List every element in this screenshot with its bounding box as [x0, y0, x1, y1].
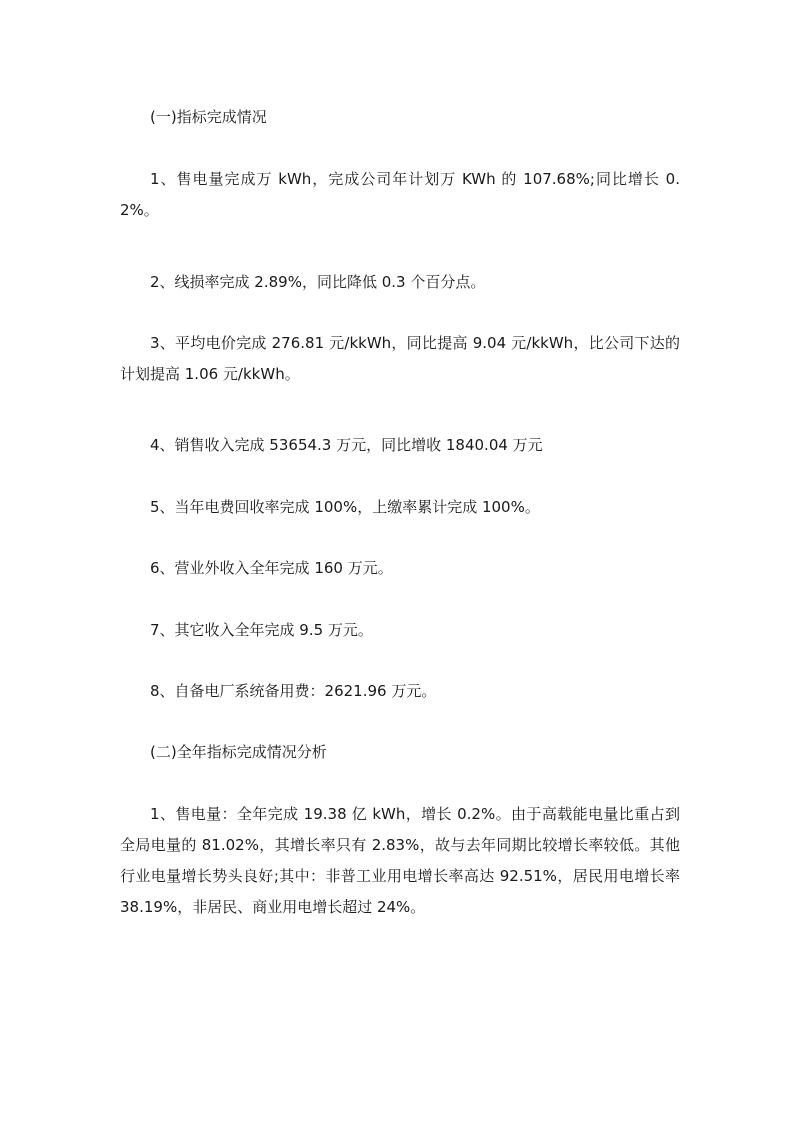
paragraph-non-operating-income: 6、营业外收入全年完成 160 万元。 — [150, 559, 393, 577]
paragraph-line-loss: 2、线损率完成 2.89%，同比降低 0.3 个百分点。 — [150, 273, 486, 291]
section-heading-1: (一)指标完成情况 — [150, 108, 267, 126]
paragraph-backup-fee: 8、自备电厂系统备用费：2621.96 万元。 — [150, 682, 437, 700]
paragraph-sales-volume: 1、售电量完成万 kWh，完成公司年计划万 KWh 的 107.68%;同比增长 0.2%。 — [120, 170, 680, 219]
paragraph-other-income: 7、其它收入全年完成 9.5 万元。 — [150, 621, 373, 639]
paragraph-collection-rate: 5、当年电费回收率完成 100%，上缴率累计完成 100%。 — [150, 498, 540, 516]
paragraph-sales-analysis: 1、售电量：全年完成 19.38 亿 kWh，增长 0.2%。由于高载能电量比重占到全局电量的 81.02%，其增长率只有 2.83%，故与去年同期比较增长率较低。其他行业电量增长势头良好;其中：非普工业用电增长率高达 92.51%，居民用电增长率 38.19%，非居民、商业用电增长超过 24%。 — [120, 805, 680, 916]
paragraph-average-price: 3、平均电价完成 276.81 元/kkWh，同比提高 9.04 元/kkWh，比公司下达的计划提高 1.06 元/kkWh。 — [120, 334, 680, 383]
paragraph-sales-revenue: 4、销售收入完成 53654.3 万元，同比增收 1840.04 万元 — [150, 436, 543, 454]
section-heading-2: (二)全年指标完成情况分析 — [150, 743, 327, 761]
